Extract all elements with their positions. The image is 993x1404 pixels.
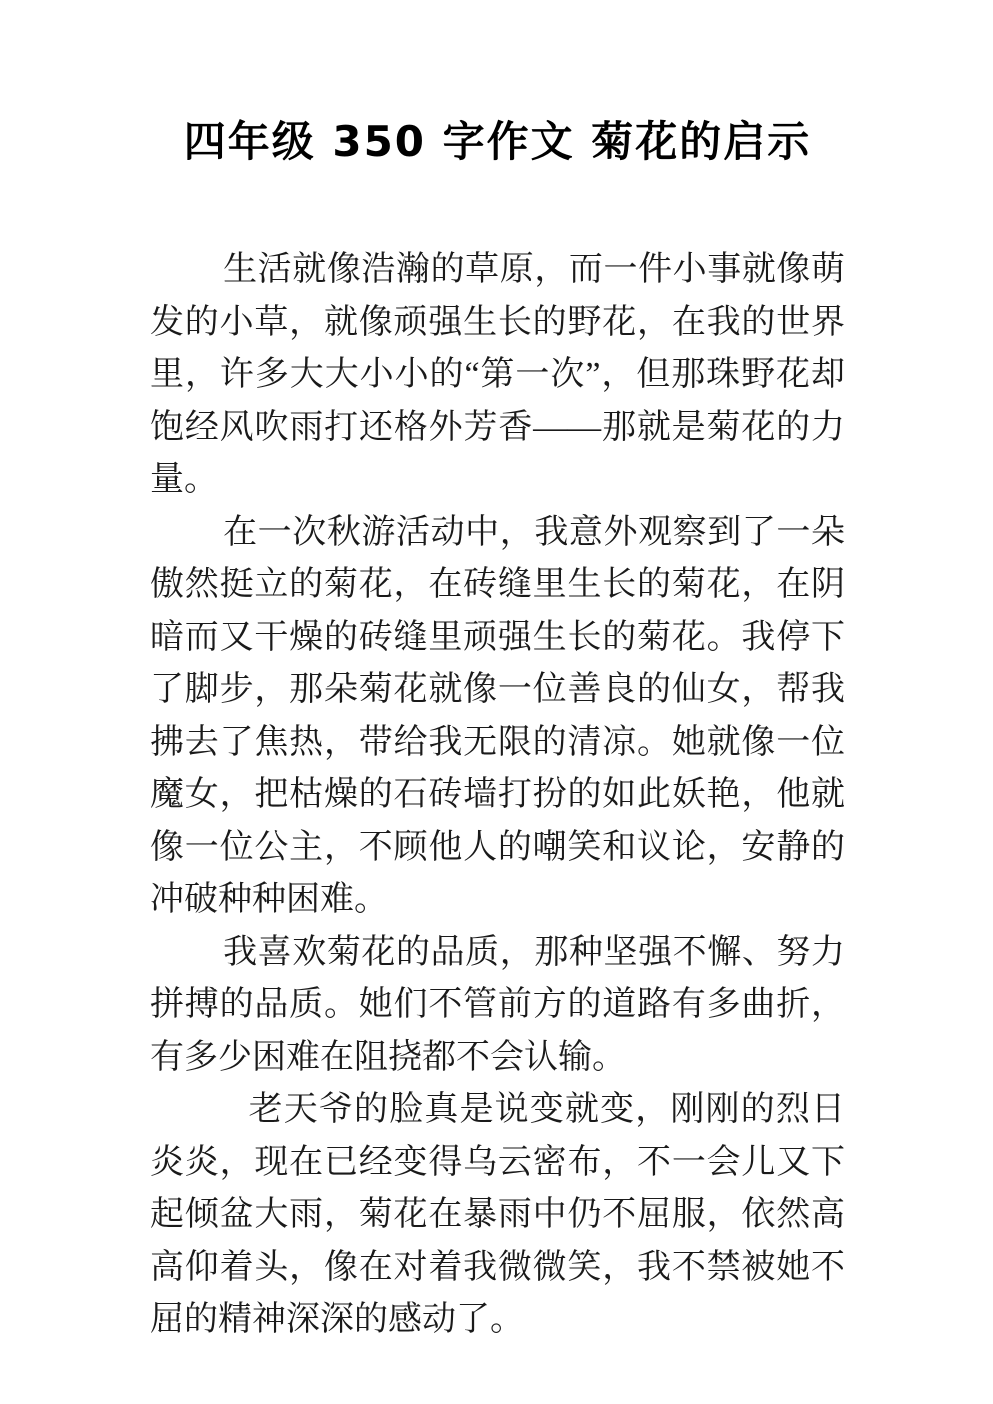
paragraph-4: 老天爷的脸真是说变就变，刚刚的烈日炎炎，现在已经变得乌云密布，不一会儿又下起倾盆大雨，菊花在暴雨中仍不屈服，依然高高仰着头，像在对着我微微笑，我不禁被她不屈的精神深深的感动了。 xyxy=(150,1091,845,1338)
paragraph-3: 我喜欢菊花的品质，那种坚强不懈、努力拼搏的品质。她们不管前方的道路有多曲折，有多少困难在阻挠都不会认输。 xyxy=(150,933,845,1076)
paragraph-2: 在一次秋游活动中，我意外观察到了一朵傲然挺立的菊花，在砖缝里生长的菊花，在阴暗而又干燥的砖缝里顽强生长的菊花。我停下了脚步，那朵菊花就像一位善良的仙女，帮我拂去了焦热，带给我无限的清凉。她就像一位魔女，把枯燥的石砖墙打扮的如此妖艳，他就像一位公主，不顾他人的嘲笑和议论，安静的冲破种种困难。 xyxy=(150,513,845,918)
paragraph-1: 生活就像浩瀚的草原，而一件小事就像萌发的小草，就像顽强生长的野花，在我的世界里，许多大大小小的“第一次”，但那珠野花却饱经风吹雨打还格外芳香——那就是菊花的力量。 xyxy=(150,251,845,498)
document-body xyxy=(150,244,845,1347)
document-title: 四年级 350 字作文 菊花的启示 xyxy=(183,117,812,166)
